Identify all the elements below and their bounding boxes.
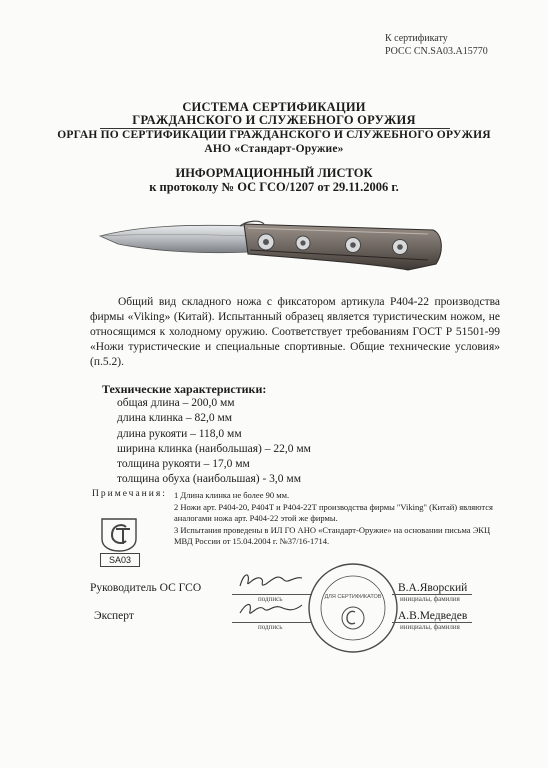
- organ-line-2: АНО «Стандарт-Оружие»: [204, 143, 344, 155]
- spec-item: толщина обуха (наибольшая) - 3,0 мм: [117, 473, 301, 486]
- system-title-line-1: СИСТЕМА СЕРТИФИКАЦИИ: [182, 100, 366, 114]
- head-name: В.А.Яворский: [398, 582, 468, 594]
- notes-label: Примечания:: [92, 489, 167, 499]
- doc-protocol: к протоколу № ОС ГСО/1207 от 29.11.2006 г.: [149, 180, 399, 194]
- expert-title: Эксперт: [94, 610, 134, 622]
- spec-item: ширина клинка (наибольшая) – 22,0 мм: [117, 442, 311, 455]
- knife-handle: [244, 224, 441, 270]
- stamp-center-text: ДЛЯ СЕРТИФИКАТОВ: [324, 594, 382, 600]
- organ-stamp-icon: [305, 560, 401, 656]
- system-title-line-2: ГРАЖДАНСКОГО И СЛУЖЕБНОГО ОРУЖИЯ: [132, 113, 416, 127]
- reference-line-2: РОСС CN.SA03.A15770: [385, 46, 488, 57]
- certificate-reference: [385, 32, 525, 58]
- spec-item: толщина рукояти – 17,0 мм: [117, 458, 250, 471]
- note-item: 1 Длина клинка не более 90 мм.: [174, 490, 290, 500]
- knife-blade: [100, 225, 250, 252]
- expert-signature-icon: [236, 597, 306, 621]
- expert-name: А.В.Медведев: [398, 610, 468, 622]
- rst-logo-icon: [98, 517, 140, 553]
- head-signature-icon: [236, 568, 306, 592]
- organ-line-1: ОРГАН ПО СЕРТИФИКАЦИИ ГРАЖДАНСКОГО И СЛУЖЕБНОГО ОРУЖИЯ: [57, 129, 491, 141]
- specs-list: [117, 396, 311, 488]
- knife-description: Общий вид складного ножа с фиксатором артикула Р404-22 производства фирмы «Viking» (Китай). Испытанный образец является туристическим ножом, не относящимся к холодному оружию. Соответствует требованиям ГОСТ Р 51501-99 «Ножи туристические и специальные спортивные. Общие технические условия» (п.5.2).: [90, 296, 500, 368]
- note-item: 2 Ножи арт. Р404-20, Р404Т и Р404-22Т производства фирмы "Viking" (Китай) являются аналогами ножа арт. Р404-22 этой же фирмы.: [174, 501, 493, 523]
- head-name-caption: инициалы, фамилия: [400, 595, 460, 603]
- mark-code: SA03: [100, 553, 140, 567]
- spec-item: длина клинка – 82,0 мм: [117, 412, 233, 425]
- reference-line-1: К сертификату: [385, 33, 448, 44]
- head-title: Руководитель ОС ГСО: [90, 582, 202, 594]
- specs-title: Технические характеристики:: [102, 382, 267, 396]
- certification-mark: [98, 517, 140, 567]
- note-item: 3 Испытания проведены в ИЛ ГО АНО «Стандарт-Оружие» на основании письма ЭКЦ МВД России от 15.04.2004 г. №37/16-1714.: [174, 524, 491, 546]
- folding-knife-image: [98, 212, 448, 278]
- spec-item: длина рукояти – 118,0 мм: [117, 427, 242, 440]
- head-sign-caption: подпись: [258, 595, 283, 603]
- expert-sign-caption: подпись: [258, 623, 283, 631]
- notes-list: [174, 490, 509, 548]
- doc-title: ИНФОРМАЦИОННЫЙ ЛИСТОК: [175, 166, 373, 180]
- expert-name-caption: инициалы, фамилия: [400, 623, 460, 631]
- spec-item: общая длина – 200,0 мм: [117, 397, 235, 409]
